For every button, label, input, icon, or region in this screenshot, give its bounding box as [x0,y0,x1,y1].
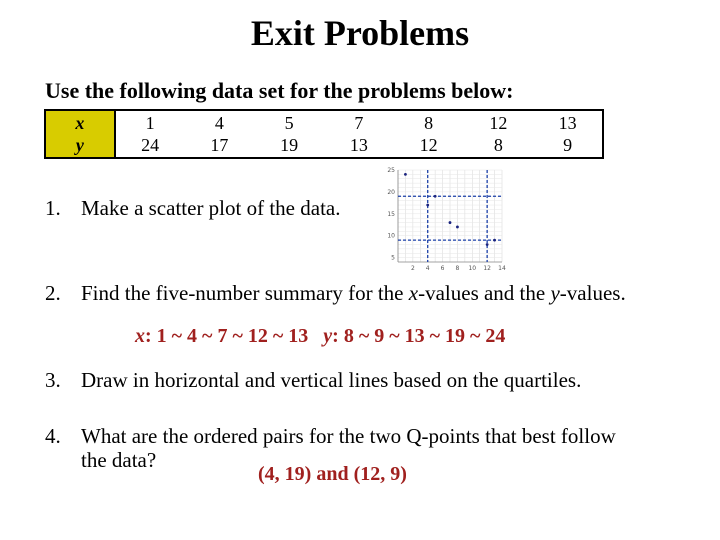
y-tick-label: 5 [391,254,395,262]
x-value: 5 [284,113,294,133]
x-tick-label: 6 [440,265,445,272]
data-point [456,226,459,229]
problem-text: Draw in horizontal and vertical lines based on the quartiles. [81,368,582,392]
x-value: 8 [424,113,434,133]
y-value: 13 [349,135,368,155]
header-cell [45,110,115,158]
y-value: 24 [141,135,160,155]
problem-text: -values and the [418,281,551,305]
data-row [45,110,603,158]
data-point [449,221,452,224]
intro-text: Use the following data set for the problems below: [45,78,514,103]
y-value: 12 [419,135,438,155]
x-header: x [75,113,85,133]
x-tick-label: 14 [498,265,506,272]
summary-y-values: : 8 ~ 9 ~ 13 ~ 19 ~ 24 [332,325,506,347]
data-cell [254,110,324,158]
problem-text-continued: the data? [81,448,157,472]
x-value: 4 [214,113,224,133]
data-cell [394,110,464,158]
y-tick-label: 25 [387,167,395,174]
problem-text: Make a scatter plot of the data. [81,196,341,220]
plot-grid [398,170,502,262]
problem-text: Find the five-number summary for the [81,281,409,305]
x-tick-label: 2 [410,265,415,272]
data-cell [185,110,255,158]
data-point [426,204,429,207]
y-variable: y [550,281,560,305]
q-points-answer: (4, 19) and (12, 9) [258,463,407,485]
x-tick-label: 4 [425,265,430,272]
x-value: 12 [489,113,508,133]
y-value: 9 [563,135,573,155]
data-point [404,173,407,176]
problem-number: 2. [45,281,61,305]
data-cell [324,110,394,158]
x-value: 1 [145,113,155,133]
x-value: 13 [558,113,577,133]
data-point [486,243,489,246]
x-tick-label: 10 [468,265,477,272]
y-value: 19 [280,135,299,155]
problem-number: 4. [45,424,61,448]
page-title: Exit Problems [250,13,470,53]
summary-x-values: : 1 ~ 4 ~ 7 ~ 12 ~ 13 [145,325,309,347]
problem-text: What are the ordered pairs for the two Q-points that best follow [81,424,616,448]
y-header: y [75,135,84,155]
problem-number: 1. [45,196,61,220]
data-cell [464,110,534,158]
data-table [44,109,604,159]
five-number-summary [135,325,505,348]
y-value: 17 [210,135,229,155]
problem-2 [45,281,626,305]
x-value: 7 [354,113,364,133]
data-cell [115,110,185,158]
y-value: 8 [493,135,503,155]
data-cell [533,110,603,158]
y-tick-label: 15 [387,210,395,218]
problem-1 [45,196,340,220]
problem-number: 3. [45,368,61,392]
summary-x-label: x [135,325,145,347]
problem-3 [45,368,581,392]
problem-text: -values. [559,281,626,305]
y-tick-labels [387,167,395,262]
data-point [493,239,496,242]
data-point [434,195,437,198]
y-tick-label: 10 [387,232,395,240]
x-tick-labels [411,265,506,272]
x-tick-label: 12 [483,265,491,272]
scatter-plot [376,166,504,272]
x-tick-label: 8 [455,265,460,272]
summary-y-label: y [323,325,333,347]
y-tick-label: 20 [387,188,395,196]
x-variable: x [408,281,419,305]
